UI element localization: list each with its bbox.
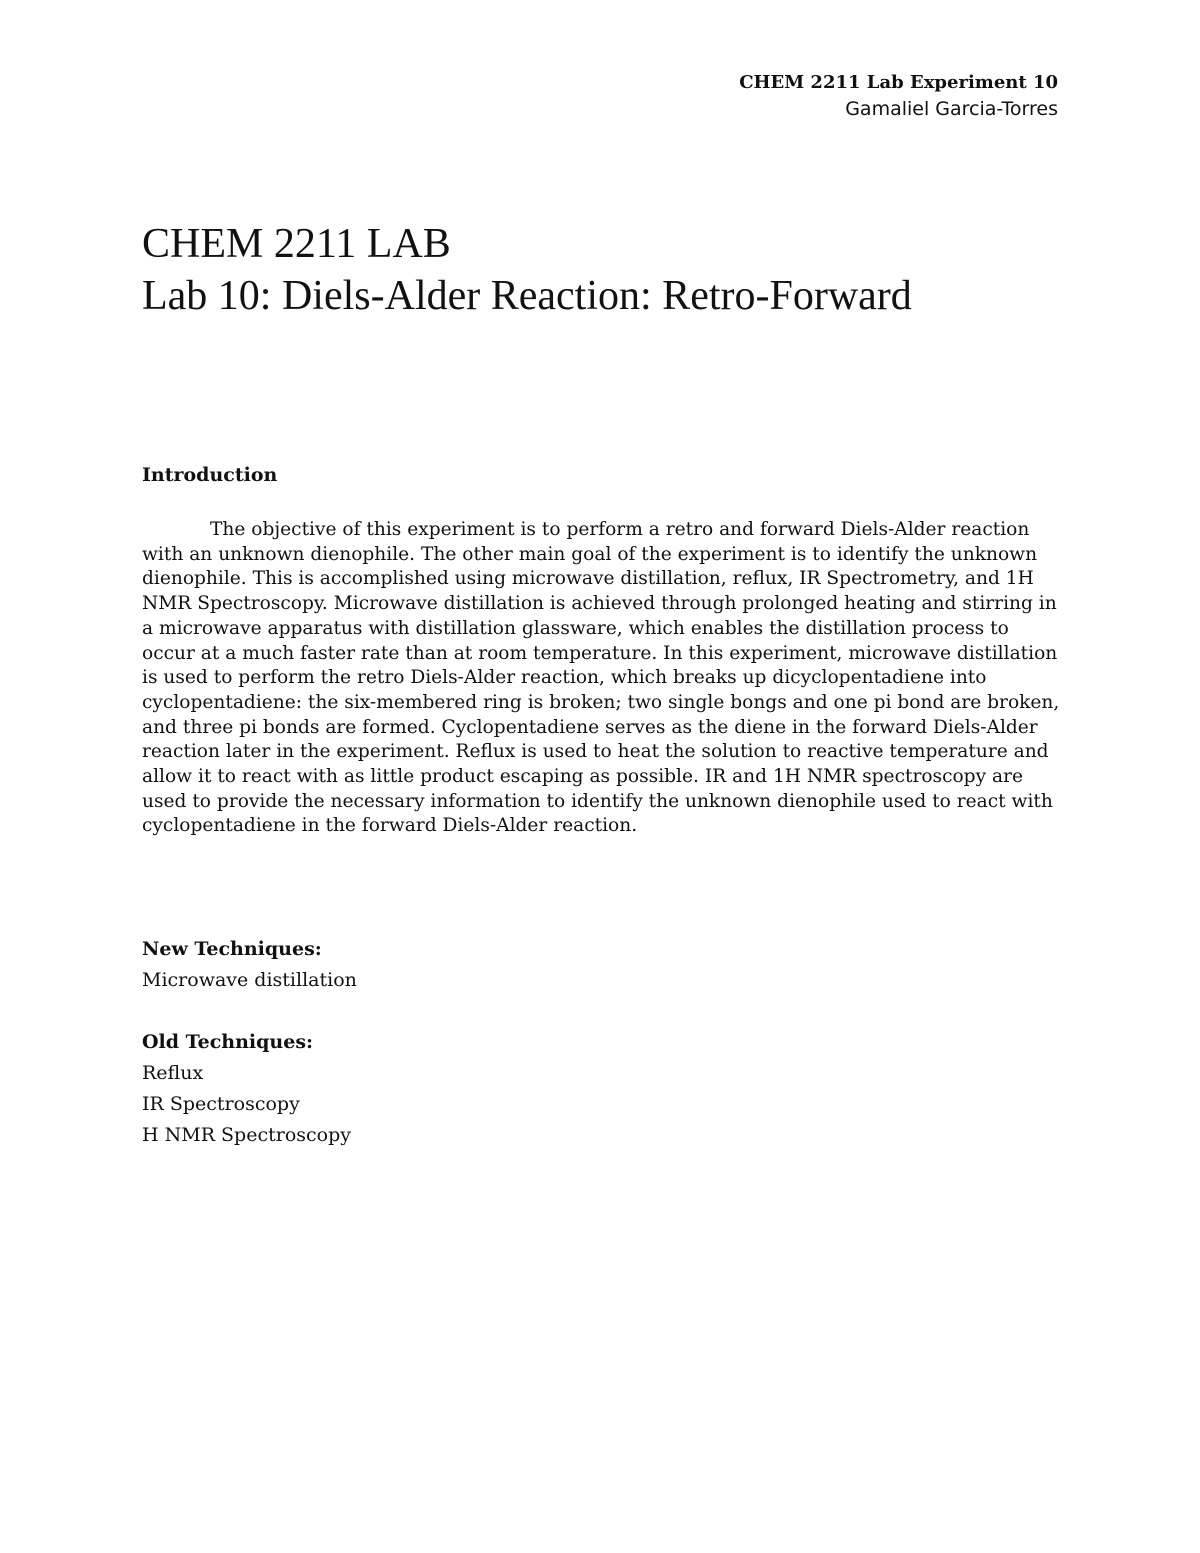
new-techniques-heading: New Techniques:: [142, 938, 322, 960]
techniques-section: [142, 934, 357, 1151]
header-course-experiment: CHEM 2211 Lab Experiment 10: [739, 72, 1058, 93]
document-title: [142, 218, 912, 322]
page-header: [739, 70, 1058, 122]
old-technique-item: Reflux: [142, 1062, 204, 1084]
introduction-heading: Introduction: [142, 464, 278, 486]
new-technique-item: Microwave distillation: [142, 969, 357, 991]
title-lab: Lab 10: Diels-Alder Reaction: Retro-Forward: [142, 273, 912, 319]
section-spacer: [142, 996, 357, 1027]
old-techniques-heading: Old Techniques:: [142, 1031, 314, 1053]
introduction-paragraph: The objective of this experiment is to perform a retro and forward Diels-Alder reaction with an unknown dienophile. The other main goal of the experiment is to identify the unknown dienophile. This is accomplished using microwave distillation, reflux, IR Spectrometry, and 1H NMR Spectroscopy. Microwave distillation is achieved through prolonged heating and stirring in a microwave apparatus with distillation glassware, which enables the distillation process to occur at a much faster rate than at room temperature. In this experiment, microwave distillation is used to perform the retro Diels-Alder reaction, which breaks up dicyclopentadiene into cyclopentadiene: the six-membered ring is broken; two single bongs and one pi bond are broken, and three pi bonds are formed. Cyclopentadiene serves as the diene in the forward Diels-Alder reaction later in the experiment. Reflux is used to heat the solution to reactive temperature and allow it to react with as little product escaping as possible. IR and 1H NMR spectroscopy are used to provide the necessary information to identify the unknown dienophile used to react with cyclopentadiene in the forward Diels-Alder reaction.: [142, 519, 1060, 837]
title-course: CHEM 2211 LAB: [142, 221, 451, 267]
old-technique-item: H NMR Spectroscopy: [142, 1124, 351, 1146]
old-technique-item: IR Spectroscopy: [142, 1093, 300, 1115]
header-author: Gamaliel Garcia-Torres: [845, 98, 1058, 120]
